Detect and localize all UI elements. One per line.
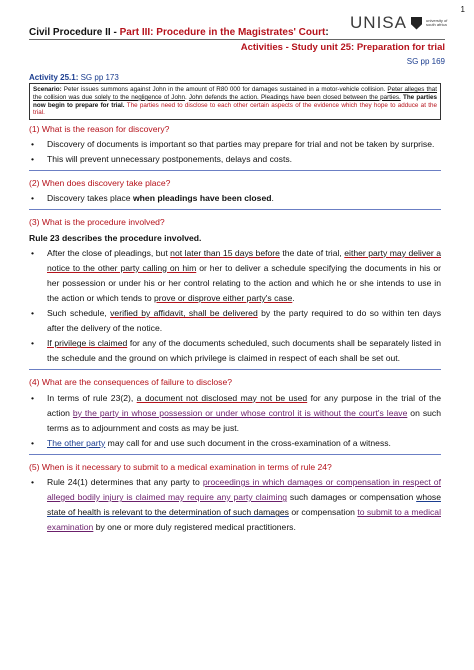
section-divider	[29, 454, 441, 455]
answer-list-3	[29, 246, 441, 367]
study-guide-pages: SG pp 169	[406, 57, 445, 66]
section-divider	[29, 209, 441, 210]
answer-list-5	[29, 475, 441, 535]
list-item: • Such schedule, verified by affidavit, shall be delivered by the party required to do so within ten days after the delivery of the notice.	[29, 306, 441, 336]
list-item: • Discovery takes place when pleadings have been closed.	[29, 191, 441, 206]
list-item: • The other party may call for and use such document in the cross-examination of a witness.	[29, 436, 441, 451]
list-item: • In terms of rule 23(2), a document not disclosed may not be used for any purpose in the trial of the action by the party in whose possession or under whose control it is without the court's leave on such terms as to adjournment and costs as may be just.	[29, 391, 441, 436]
section-divider	[29, 170, 441, 171]
activities-title: Activities - Study unit 25: Preparation for trial	[240, 42, 445, 53]
question-1: (1) What is the reason for discovery?	[29, 124, 170, 134]
question-4: (4) What are the consequences of failure to disclose?	[29, 377, 233, 388]
question-5: (5) When is it necessary to submit to a medical examination in terms of rule 24?	[29, 461, 332, 472]
scenario-box: Scenario: Peter issues summons against John in the amount of R80 000 for damages sustained in a motor-vehicle collision. Peter alleges that the collision was due solely to the negligence of John. John defends the action. Pleadings have been closed between the parties. The parties now begin to prepare for trial. The parties need to disclose to each other certain aspects of the evidence which they hope to adduce at the trial.	[29, 83, 441, 120]
page-number: 1	[460, 5, 465, 14]
course-title: Civil Procedure II - Part III: Procedure in the Magistrates' Court:	[29, 27, 329, 38]
list-item: • Rule 24(1) determines that any party to proceedings in which damages or compensation in respect of alleged bodily injury is claimed may require any party claiming such damages or compensation whose state of health is relevant to the determination of such damages or compensation to submit to a medical examination by one or more duly registered medical practitioners.	[29, 475, 441, 535]
list-item: • After the close of pleadings, but not later than 15 days before the date of trial, either party may deliver a notice to the other party calling on him or her to deliver a schedule specifying the documents in his or her possession or under his or her control relating to the action and which he or she intends to use in the action or which tends to prove or disprove either party's case.	[29, 246, 441, 306]
rule-heading: Rule 23 describes the procedure involved.	[29, 232, 202, 243]
document-body	[29, 122, 441, 535]
question-3: (3) What is the procedure involved?	[29, 217, 165, 228]
shield-icon	[411, 17, 422, 30]
answer-list-2	[29, 191, 441, 206]
answer-list-1	[29, 137, 441, 167]
logo-wordmark: UNISA	[350, 13, 407, 32]
unisa-logo	[350, 13, 454, 33]
activity-label: Activity 25.1: SG pp 173	[29, 73, 119, 82]
section-divider	[29, 369, 441, 370]
list-item: • Discovery of documents is important so that parties may prepare for trial and not be taken by surprise.	[29, 137, 441, 152]
answer-list-4	[29, 391, 441, 451]
header-divider	[29, 39, 445, 40]
question-2: (2) When does discovery take place?	[29, 178, 171, 189]
list-item: • This will prevent unnecessary postponements, delays and costs.	[29, 152, 441, 167]
logo-subtitle: university of south africa	[426, 17, 448, 27]
list-item: • If privilege is claimed for any of the documents scheduled, such documents shall be separately listed in the schedule and the ground on which privilege is claimed in respect of each shall be set out.	[29, 336, 441, 366]
